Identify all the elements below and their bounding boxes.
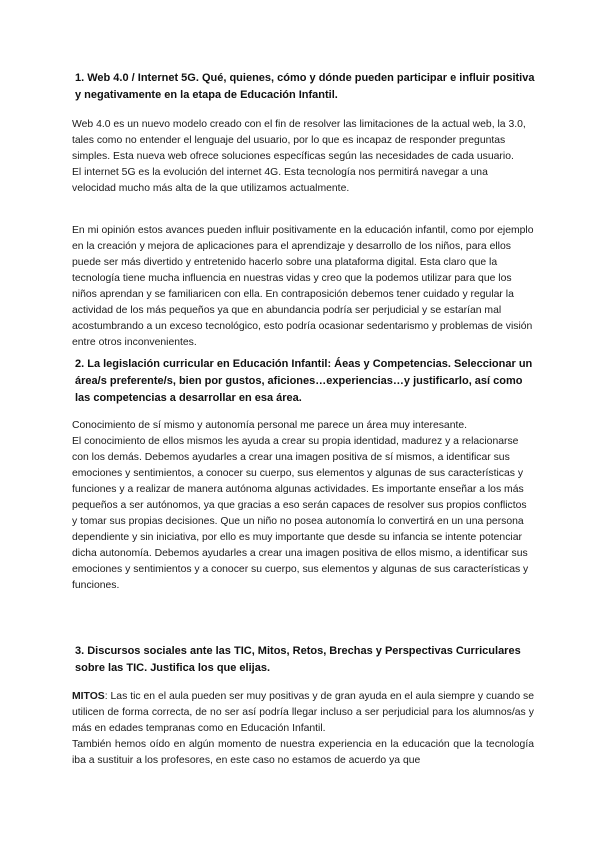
section-3-paragraph-profesores: También hemos oído en algún momento de nuestra experiencia en la educación que la tecnología iba a sustituir a los profesores, en este caso no estamos de acuerdo ya que (72, 739, 534, 766)
mitos-text: : Las tic en el aula pueden ser muy positivas y de gran ayuda en el aula siempre y cuando se utilicen de forma correcta, de no ser así podría llegar incluso a ser perjudicial para los alumnos/as y más en edades tempranas como en Educación Infantil. (72, 691, 534, 734)
section-1-opinion (72, 223, 534, 351)
section-1-body (72, 117, 534, 197)
section-3-heading-text: 3. Discursos sociales ante las TIC, Mitos, Retos, Brechas y Perspectivas Curriculares sobre las TIC. Justifica los que elijas. (75, 645, 521, 674)
section-1-paragraph-5g: El internet 5G es la evolución del internet 4G. Esta tecnología nos permitirá navegar a una velocidad mucho más alta de la que utilizamos actualmente. (72, 167, 488, 194)
section-2-body (72, 418, 534, 594)
section-1-heading (75, 70, 535, 104)
section-3-body (72, 689, 534, 769)
section-2-paragraph-autonomia: El conocimiento de ellos mismos les ayuda a crear su propia identidad, madurez y a relacionarse con los demás. Debemos ayudarles a crear una imagen positiva de sí mismos, a identificar sus emociones y sentimientos, a conocer su cuerpo, sus elementos y algunas de sus características y funciones y a realizar de manera autónoma algunas actividades. Es importante enseñar a los más pequeños a ser autónomos, ya que gracias a eso serán capaces de resolver sus propios conflictos y tomar sus propias decisiones. Que un niño no posea autonomía lo convertirá en un una persona dependiente y sin iniciativa, por ello es muy importante que desde su infancia se intente potenciar dicha autonomía. Debemos ayudarles a crear una imagen positiva de ellos mismo, a identificar sus emociones y sentimientos y a conocer su cuerpo, sus elementos y algunas de sus características y funciones. (72, 436, 529, 591)
section-1-heading-text: 1. Web 4.0 / Internet 5G. Qué, quienes, cómo y dónde pueden participar e influir positiva y negativamente en la etapa de Educación Infantil. (75, 72, 535, 101)
section-2-heading (75, 356, 535, 407)
section-1-paragraph-opinion: En mi opinión estos avances pueden influir positivamente en la educación infantil, como por ejemplo en la creación y mejora de aplicaciones para el aprendizaje y desarrollo de los niños, para ellos puede ser más divertido y entretenido hacerlo sobre una plataforma digital. Esta claro que la tecnología tiene mucha influencia en nuestras vidas y creo que la podemos utilizar para que los niños aprendan y se familiaricen con ella. En contraposición debemos tener cuidado y regular la actividad de los más pequeños ya que en abundancia podría ser perjudicial y se estarían mal acostumbrando a un exceso tecnológico, esto podría ocasionar sedentarismo y problemas de visión entre otros inconvenientes. (72, 225, 534, 348)
section-1-paragraph-web40: Web 4.0 es un nuevo modelo creado con el fin de resolver las limitaciones de la actual web, la 3.0, tales como no entender el lenguaje del usuario, por lo que es incapaz de responder preguntas simples. Esta nueva web ofrece soluciones específicas según las necesidades de cada usuario. (72, 119, 526, 162)
section-3-heading (75, 643, 535, 677)
section-3-paragraph-mitos (72, 689, 534, 737)
section-2-heading-text: 2. La legislación curricular en Educación Infantil: Áeas y Competencias. Seleccionar un área/s preferente/s, bien por gustos, aficiones…experiencias…y justificarlo, así como las competencias a desarrollar en esa área. (75, 358, 533, 404)
mitos-label: MITOS (72, 691, 105, 702)
section-2-paragraph-area: Conocimiento de sí mismo y autonomía personal me parece un área muy interesante. (72, 420, 468, 431)
